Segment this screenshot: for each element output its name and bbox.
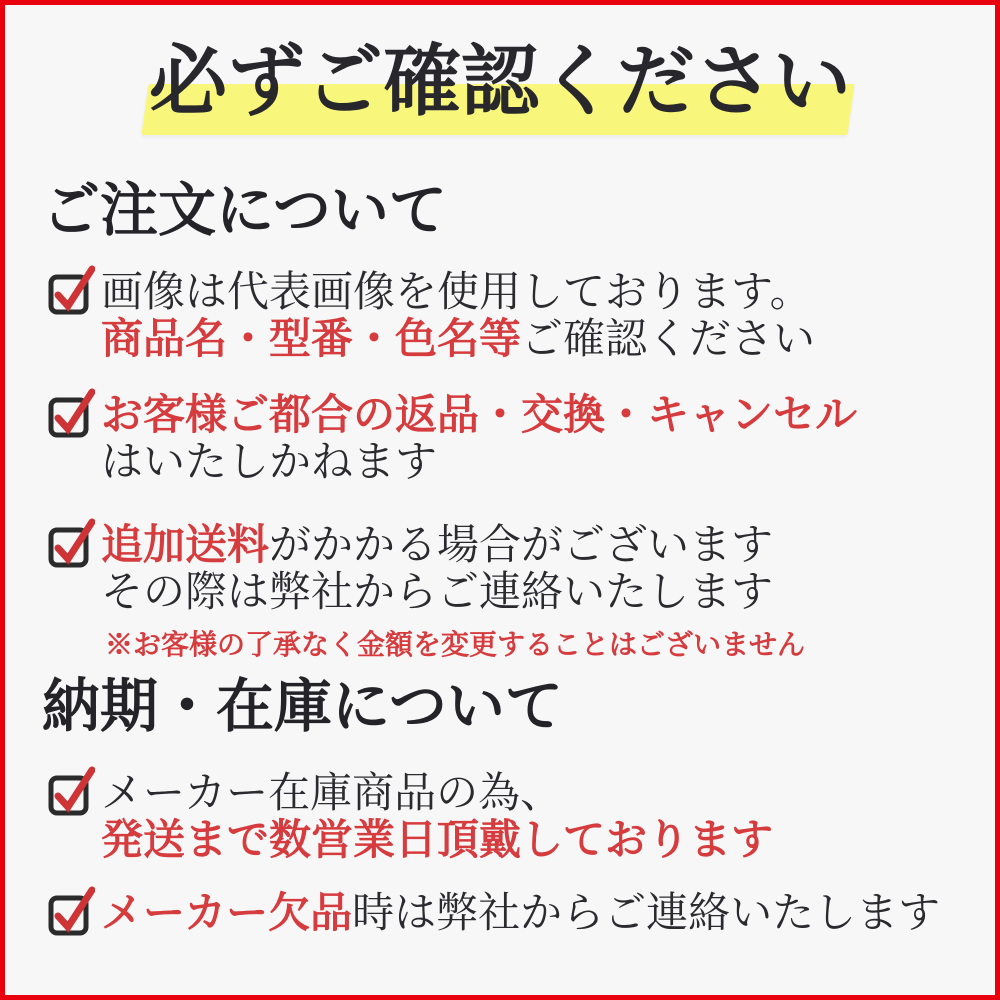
list-item-no-returns bbox=[47, 393, 857, 487]
item-text-emphasis: メーカー欠品 bbox=[101, 891, 353, 937]
item-line bbox=[101, 270, 815, 317]
item-line bbox=[101, 570, 805, 617]
item-text: ご確認ください bbox=[521, 317, 816, 363]
item-line bbox=[101, 317, 815, 364]
item-text: がかかる場合がございます bbox=[269, 523, 774, 569]
item-footnote: ※お客様の了承なく金額を変更することはございません bbox=[105, 630, 806, 661]
item-text-emphasis: 発送まで数営業日頂戴しております bbox=[101, 818, 774, 864]
checked-checkbox-icon bbox=[47, 387, 95, 439]
item-text-emphasis: 追加送料 bbox=[101, 523, 270, 569]
item-text-block bbox=[101, 891, 940, 938]
list-item-maker-shortage bbox=[47, 891, 940, 938]
item-text-emphasis: お客様ご都合の返品・交換・キャンセル bbox=[101, 393, 858, 439]
checked-checkbox-icon bbox=[47, 765, 95, 817]
item-line bbox=[101, 393, 857, 440]
item-text-block bbox=[101, 771, 773, 865]
section-heading-delivery: 納期・在庫について bbox=[42, 674, 563, 739]
item-text: はいたしかねます bbox=[101, 440, 438, 486]
item-line bbox=[101, 771, 773, 818]
list-item-representative-image bbox=[47, 270, 815, 364]
item-text: 画像は代表画像を使用しております。 bbox=[101, 270, 812, 316]
item-text: 時は弊社からご連絡いたします bbox=[352, 891, 941, 937]
checked-checkbox-icon bbox=[47, 885, 95, 937]
item-text-block bbox=[101, 393, 857, 487]
list-item-maker-stock bbox=[47, 771, 773, 865]
section-heading-order: ご注文について bbox=[42, 178, 447, 243]
item-line bbox=[101, 891, 940, 938]
item-text: メーカー在庫商品の為、 bbox=[101, 771, 563, 817]
item-line bbox=[101, 440, 857, 487]
item-text-emphasis: 商品名・型番・色名等 bbox=[101, 317, 522, 363]
checked-checkbox-icon bbox=[47, 264, 95, 316]
page-title: 必ずご確認ください bbox=[148, 38, 851, 125]
list-item-extra-shipping bbox=[47, 523, 805, 662]
item-line bbox=[101, 818, 773, 865]
item-text-block bbox=[101, 523, 805, 662]
item-text-block bbox=[101, 270, 815, 364]
item-text: その際は弊社からご連絡いたします bbox=[101, 570, 774, 616]
item-line bbox=[101, 523, 805, 570]
checked-checkbox-icon bbox=[47, 517, 95, 569]
